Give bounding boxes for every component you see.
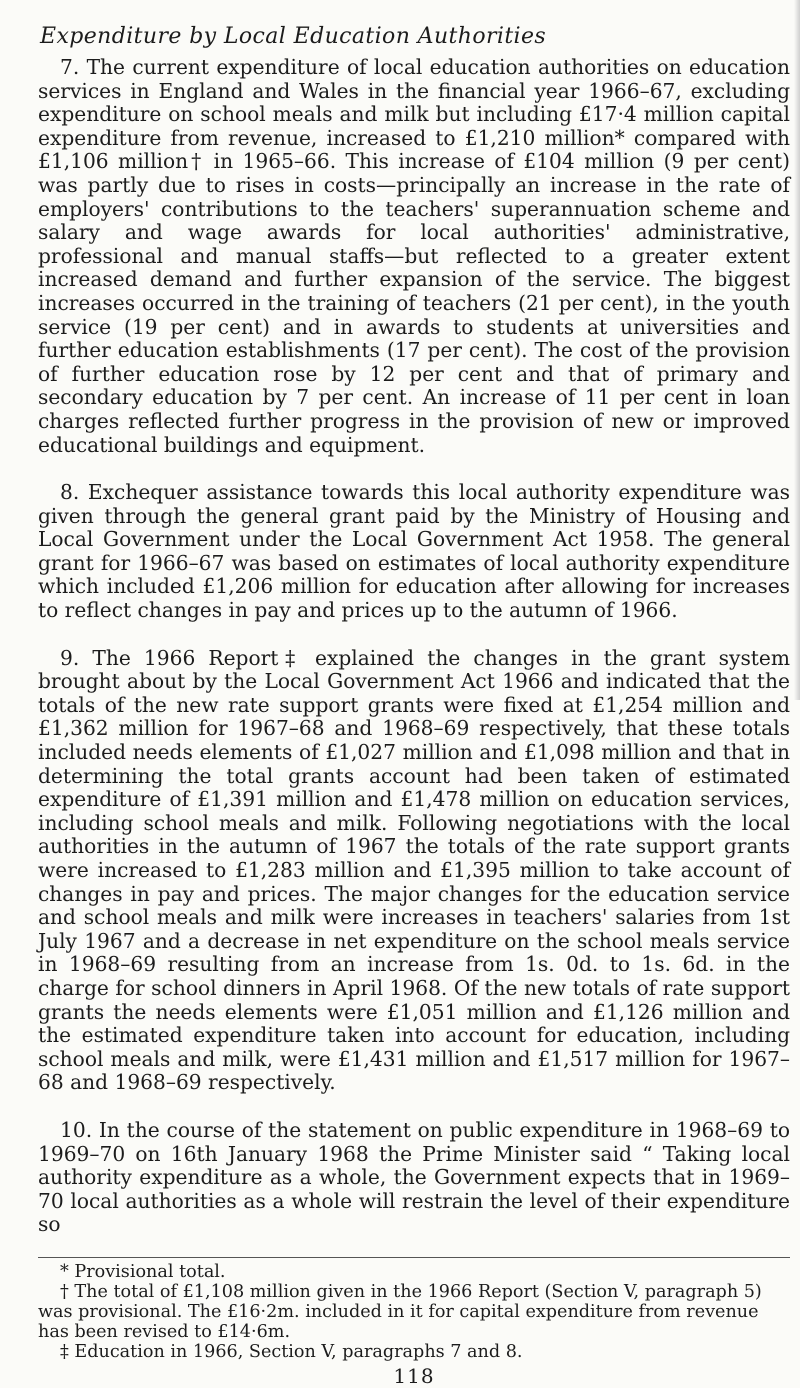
section-heading: Expenditure by Local Education Authorities — [40, 24, 547, 49]
footnotes — [38, 1262, 790, 1362]
footnote-education-ref: ‡ Education in 1966, Section V, paragraphs 7 and 8. — [60, 1341, 523, 1362]
paragraph-8: 8. Exchequer assistance towards this local authority expenditure was given through the general grant paid by the Ministry of Housing and Local Government under the Local Government Act 1958. The general grant for 1966–67 was based on estimates of local authority expenditure which included £1,206 million for education after allowing for increases to reflect changes in pay and prices up to the autumn of 1966. — [38, 480, 790, 623]
paragraph-7: 7. The current expenditure of local education authorities on education services in England and Wales in the financial year 1966–67, excluding expenditure on school meals and milk but including £17·4 million capital expenditure from revenue, increased to £1,210 million* compared with £1,106 million† in 1965–66. This increase of £104 million (9 per cent) was partly due to rises in costs—principally an increase in the rate of employers' contributions to the teachers' superannuation scheme and salary and wage awards for local authorities' administrative, professional and manual staffs—but reflected to a greater extent increased demand and further expansion of the service. The biggest increases occurred in the training of teachers (21 per cent), in the youth service (19 per cent) and in awards to students at universities and further education establishments (17 per cent). The cost of the provision of further education rose by 12 per cent and that of primary and secondary education by 7 per cent. An increase of 11 per cent in loan charges reflected further progress in the provision of new or improved educational buildings and equipment. — [38, 55, 790, 457]
footnote-provisional: * Provisional total. — [60, 1261, 226, 1282]
page-number: 118 — [393, 1363, 435, 1388]
document-page — [38, 22, 790, 1388]
paragraph-10: 10. In the course of the statement on public expenditure in 1968–69 to 1969–70 on 16th January 1968 the Prime Minister said “ Taking local authority expenditure as a whole, the Government expects that in 1969–70 local authorities as a whole will restrain the level of their expenditure so — [38, 1117, 790, 1237]
footnote-divider — [38, 1257, 790, 1258]
footnote-total: † The total of £1,108 million given in the 1966 Report (Section V, paragraph 5) was provisional. The £16·2m. included in it for capital expenditure from revenue has been revised to £14·6m. — [38, 1281, 762, 1342]
page-edge-shadow — [794, 0, 800, 700]
paragraph-9: 9. The 1966 Report‡ explained the changes in the grant system brought about by the Local Government Act 1966 and indicated that the totals of the new rate support grants were fixed at £1,254 million and £1,362 million for 1967–68 and 1968–69 respectively, that these totals included needs elements of £1,027 million and £1,098 million and that in determining the total grants account had been taken of estimated expenditure of £1,391 million and £1,478 million on education services, including school meals and milk. Following negotiations with the local authorities in the autumn of 1967 the totals of the rate support grants were increased to £1,283 million and £1,395 million to take account of changes in pay and prices. The major changes for the education service and school meals and milk were increases in teachers' salaries from 1st July 1967 and a decrease in net expenditure on the school meals service in 1968–69 resulting from an increase from 1s. 0d. to 1s. 6d. in the charge for school dinners in April 1968. Of the new totals of rate support grants the needs elements were £1,051 million and £1,126 million and the estimated expenditure taken into account for education, including school meals and milk, were £1,431 million and £1,517 million for 1967–68 and 1968–69 respectively. — [38, 645, 790, 1095]
